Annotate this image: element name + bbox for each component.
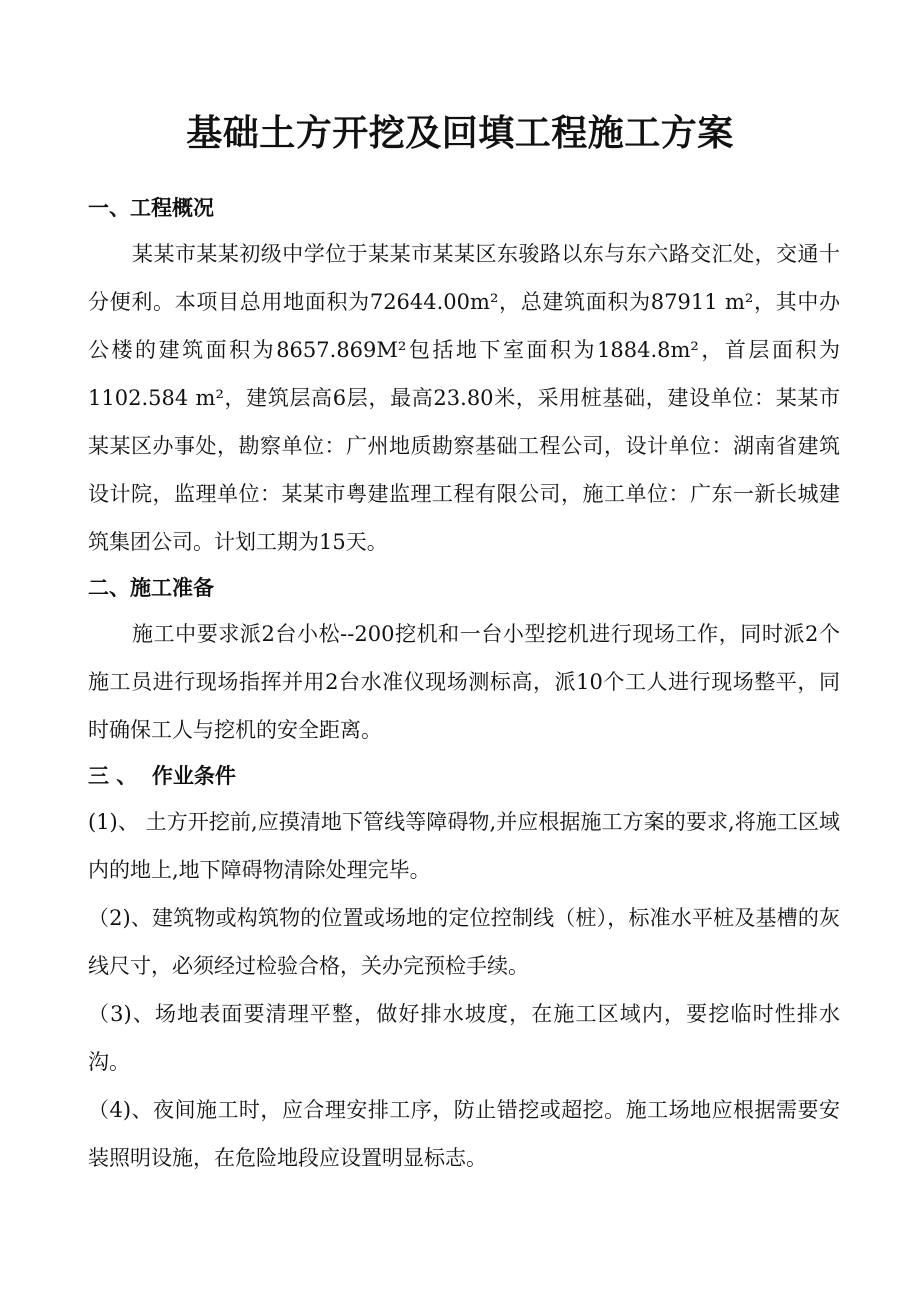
condition-item-3: （3)、场地表面要清理平整，做好排水坡度，在施工区域内，要挖临时性排水沟。 bbox=[88, 1002, 840, 1074]
condition-item-2: （2)、建筑物或构筑物的位置或场地的定位控制线（桩），标准水平桩及基槽的灰线尺寸，必须经过检验合格，关办完预检手续。 bbox=[88, 906, 840, 978]
section-heading-overview: 一、工程概况 bbox=[88, 196, 214, 220]
document-title: 基础土方开挖及回填工程施工方案 bbox=[186, 113, 734, 154]
condition-item-4: （4)、夜间施工时，应合理安排工序，防止错挖或超挖。施工场地应根据需要安装照明设施，在危险地段应设置明显标志。 bbox=[88, 1098, 840, 1170]
document-body bbox=[88, 186, 840, 1182]
preparation-paragraph: 施工中要求派2台小松--200挖机和一台小型挖机进行现场工作，同时派2个施工员进行现场指挥并用2台水准仪现场测标高，派10个工人进行现场整平，同时确保工人与挖机的安全距离。 bbox=[88, 622, 840, 742]
section-heading-conditions: 三 、 作业条件 bbox=[88, 764, 236, 788]
condition-item-1: (1)、 土方开挖前,应摸清地下管线等障碍物,并应根据施工方案的要求,将施工区域内的地上,地下障碍物清除处理完毕。 bbox=[88, 810, 840, 882]
section-heading-preparation: 二、施工准备 bbox=[88, 576, 214, 600]
overview-paragraph: 某某市某某初级中学位于某某市某某区东骏路以东与东六路交汇处，交通十分便利。本项目总用地面积为72644.00m²，总建筑面积为87911 m²，其中办公楼的建筑面积为8657.869M²包括地下室面积为1884.8m²，首层面积为 1102.584 m²，建筑层高6层，最高23.80米，采用桩基础，建设单位：某某市某某区办事处，勘察单位：广州地质勘察基础工程公司，设计单位：湖南省建筑设计院，监理单位：某某市粤建监理工程有限公司，施工单位：广东一新长城建筑集团公司。计划工期为15天。 bbox=[88, 242, 840, 554]
